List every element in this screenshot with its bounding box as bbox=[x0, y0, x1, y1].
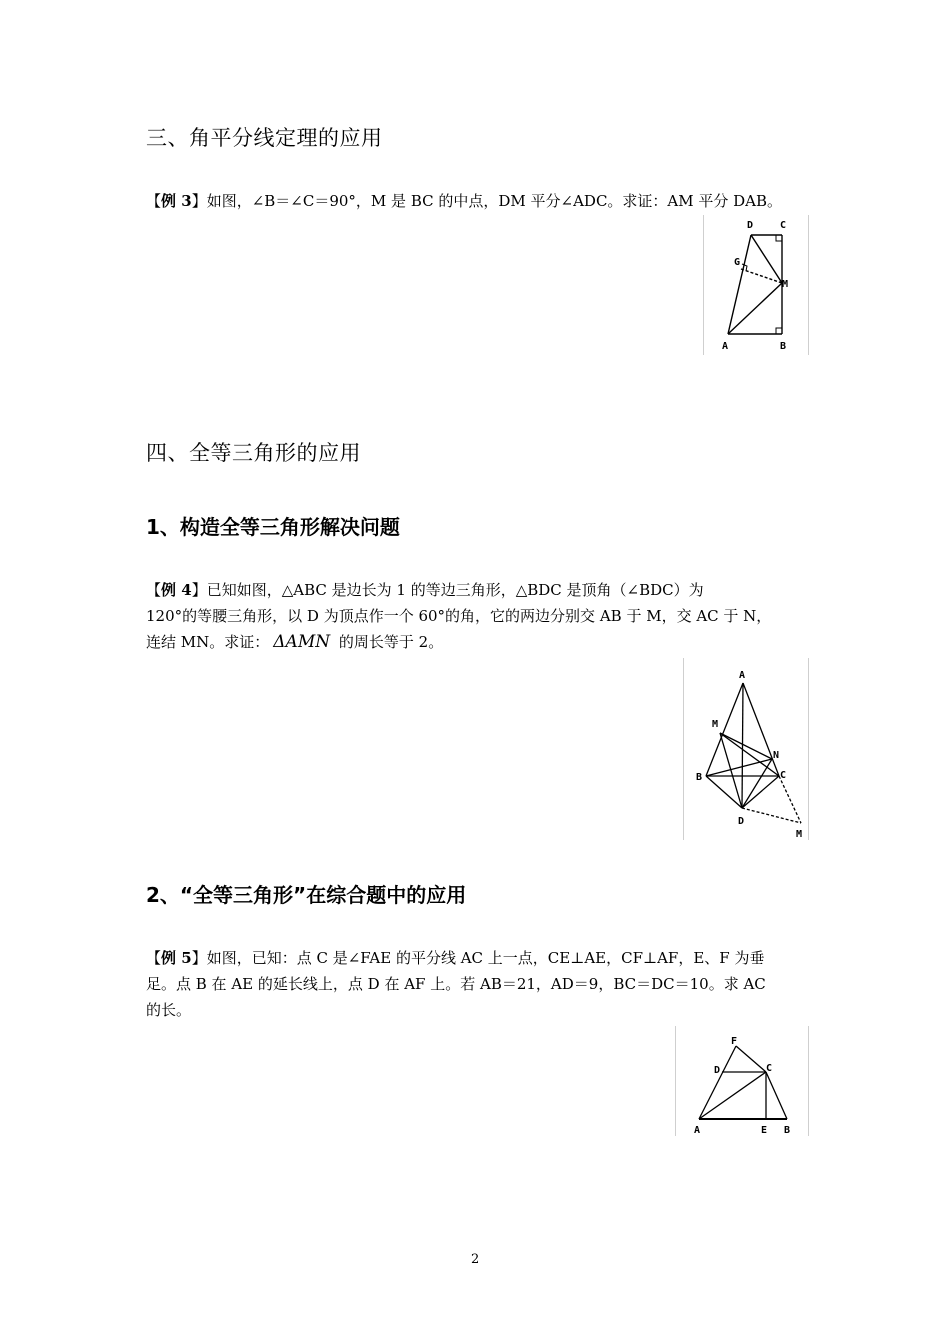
example-5-figure bbox=[675, 1026, 809, 1136]
example-3-text bbox=[146, 188, 816, 214]
example-3-diagram bbox=[704, 215, 808, 355]
example-5-text bbox=[146, 945, 816, 1023]
label-b: B bbox=[696, 772, 703, 783]
example-5-line-2: 足。点 B 在 AE 的延长线上，点 D 在 AF 上。若 AB＝21，AD＝9，BC＝DC＝10。求 AC bbox=[146, 975, 766, 993]
example-tag-close: 】 bbox=[191, 192, 207, 210]
example-4-line-3 bbox=[146, 629, 816, 655]
label-c: C bbox=[766, 1063, 773, 1074]
example-5-diagram bbox=[676, 1026, 808, 1136]
section-3-title: 三、角平分线定理的应用 bbox=[146, 126, 383, 150]
example-tag: 例 4 bbox=[161, 581, 192, 599]
label-b: B bbox=[780, 341, 787, 352]
label-d: D bbox=[738, 816, 745, 827]
example-4-line-3-post: 的周长等于 2。 bbox=[334, 633, 444, 651]
example-3-body: 如图，∠B＝∠C＝90°，M 是 BC 的中点，DM 平分∠ADC。求证：AM 平分 DAB。 bbox=[206, 192, 783, 210]
example-tag: 例 5 bbox=[161, 949, 192, 967]
example-4-line-3-pre: 连结 MN。求证： bbox=[146, 633, 270, 651]
example-tag-close: 】 bbox=[191, 581, 207, 599]
label-c: C bbox=[780, 220, 787, 231]
example-tag: 例 3 bbox=[161, 192, 192, 210]
label-m: M bbox=[712, 719, 719, 730]
example-tag-open: 【 bbox=[146, 192, 162, 210]
label-b: B bbox=[784, 1125, 791, 1136]
label-c: C bbox=[780, 770, 787, 781]
label-f: F bbox=[731, 1036, 738, 1047]
label-d: D bbox=[714, 1065, 721, 1076]
label-a: A bbox=[694, 1125, 701, 1136]
label-d: D bbox=[747, 220, 754, 231]
subsection-2-title: 2、“全等三角形”在综合题中的应用 bbox=[146, 883, 467, 907]
example-tag-open: 【 bbox=[146, 949, 162, 967]
math-triangle-amn: ΔAMN bbox=[273, 632, 331, 652]
label-g: G bbox=[734, 257, 741, 268]
example-4-line-1 bbox=[146, 577, 816, 603]
example-3-figure bbox=[703, 215, 809, 355]
label-n: N bbox=[773, 750, 780, 761]
example-5-line-1-text: 如图，已知：点 C 是∠FAE 的平分线 AC 上一点，CE⊥AE，CF⊥AF，E、F 为垂 bbox=[206, 949, 765, 967]
subsection-1-title: 1、构造全等三角形解决问题 bbox=[146, 515, 400, 539]
example-4-text bbox=[146, 577, 816, 655]
example-4-figure bbox=[683, 658, 809, 840]
label-a: A bbox=[722, 341, 729, 352]
section-4-title: 四、全等三角形的应用 bbox=[146, 441, 361, 465]
page-number: 2 bbox=[471, 1252, 480, 1267]
label-a: A bbox=[739, 670, 746, 681]
label-m: M bbox=[782, 279, 789, 290]
label-m-prime: M bbox=[796, 829, 803, 840]
example-5-line-1 bbox=[146, 945, 816, 971]
example-tag-open: 【 bbox=[146, 581, 162, 599]
example-4-diagram bbox=[684, 658, 808, 840]
example-4-line-2: 120°的等腰三角形，以 D 为顶点作一个 60°的角，它的两边分别交 AB 于 M，交 AC 于 N， bbox=[146, 607, 772, 625]
label-e: E bbox=[761, 1125, 768, 1136]
example-tag-close: 】 bbox=[191, 949, 207, 967]
example-5-line-3: 的长。 bbox=[146, 1001, 192, 1019]
example-4-line-1-text: 已知如图，△ABC 是边长为 1 的等边三角形，△BDC 是顶角（∠BDC）为 bbox=[206, 581, 704, 599]
